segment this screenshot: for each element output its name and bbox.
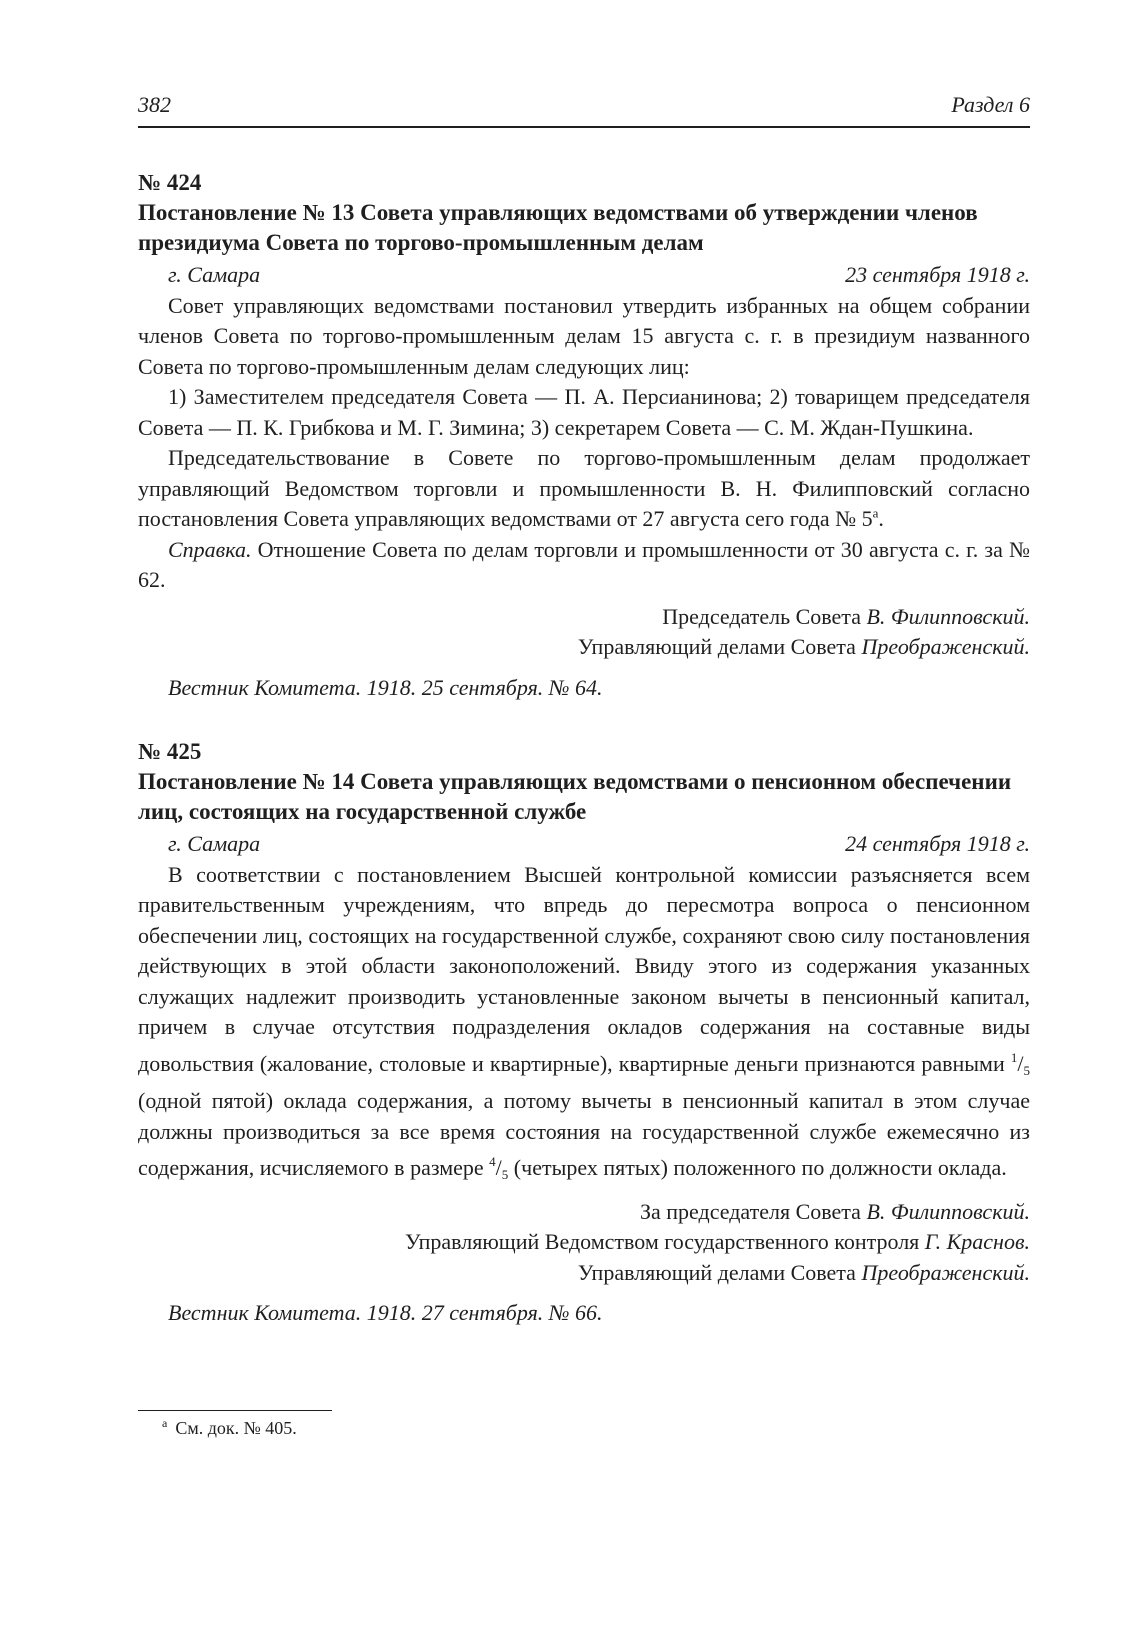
signature-line (138, 602, 1030, 633)
signature-name: Преображенский. (861, 634, 1030, 659)
paragraph-text: (четырех пятых) положенного по должности оклада. (508, 1155, 1007, 1180)
reference-text: Отношение Совета по делам торговли и промышленности от 30 августа с. г. за № 62. (138, 536, 1030, 592)
document-number: № 424 (138, 170, 202, 195)
page-number: 382 (138, 92, 171, 117)
reference-note (138, 535, 1030, 596)
paragraph-text: Председательствование в Совете по торгово-промышленным делам продолжает управляющий Ведомством торговли и промышленности В. Н. Филипповский согласно постановления Совета управляющих ведомствами от 27 августа сего года № 5 (138, 445, 1030, 531)
paragraph (138, 443, 1030, 535)
signature-line (138, 632, 1030, 663)
signature-name: В. Филипповский. (866, 603, 1030, 629)
paragraph-text: В соответствии с постановлением Высшей контрольной комиссии разъясняется всем правительственным учреждениям, что впредь до пересмотра вопроса о пенсионном обеспечении лиц, состоящих на государственной службе, сохраняют свою силу постановления действующих в этой области законоположений. Ввиду этого из содержания указанных служащих надлежит производить установленные законом вычеты в пенсионный капитал, причем в случае отсутствия подразделения окладов содержания на составные виды довольствия (жалование, столовые и квартирные), квартирные деньги признаются равными (138, 861, 1030, 1076)
fraction-four-fifths: $^4$/5 (489, 1154, 509, 1182)
reference-label: Справка. (168, 536, 252, 562)
signature-name: Г. Краснов. (924, 1229, 1030, 1254)
signatures (138, 602, 1030, 663)
signature-role: Председатель Совета (662, 603, 867, 629)
fraction-denominator: 5 (1023, 1062, 1030, 1078)
document-424 (138, 168, 1030, 703)
paragraph-text: (одной пятой) оклада содержания, а потому вычеты в пенсионный капитал в этом случае должны производиться за все время состояния на государственной службе ежемесячно из содержания, исчисляемого в размере (138, 1088, 1030, 1180)
section-title: Раздел 6 (951, 92, 1030, 117)
signature-role: Управляющий делами Совета (577, 1259, 862, 1285)
paragraph (138, 860, 1030, 1191)
document-title: Постановление № 13 Совета управляющих ведомствами об утверждении членов президиума Совета по торгово-промышленным делам (138, 200, 978, 255)
document-place: г. Самара (168, 831, 261, 856)
footnote (162, 1418, 297, 1439)
document-date: 24 сентября 1918 г. (845, 831, 1030, 856)
footnote-text: См. док. № 405. (175, 1418, 297, 1438)
paragraph: Совет управляющих ведомствами постановил утвердить избранных на общем собрании членов Совета по торгово-промышленным делам 15 августа с. г. в президиум названного Совета по торгово-промышленным делам следующих лиц: (138, 292, 1030, 379)
signature-role: Управляющий делами Совета (577, 634, 862, 659)
fraction-one-fifth: $^1$/5 (1010, 1049, 1030, 1078)
document-425 (138, 737, 1030, 1329)
place-date-line (138, 829, 1030, 860)
page-content (138, 168, 1030, 1329)
document-number: № 425 (138, 739, 202, 764)
paragraph-end: . (878, 506, 884, 531)
source-citation: Вестник Комитета. 1918. 25 сентября. № 64. (168, 674, 603, 700)
fraction-denominator: 5 (501, 1167, 509, 1182)
document-date: 23 сентября 1918 г. (845, 262, 1030, 287)
document-title: Постановление № 14 Совета управляющих ведомствами о пенсионном обеспечении лиц, состоящих на государственной службе (138, 769, 1012, 824)
fraction-numerator: 1 (1010, 1049, 1018, 1065)
signature-name: Преображенский. (861, 1259, 1030, 1285)
footnote-mark: а (162, 1416, 168, 1430)
signature-role: За председателя Совета (640, 1198, 867, 1224)
fraction-numerator: 4 (489, 1154, 496, 1169)
footnote-mark: а (872, 505, 879, 521)
signature-line (138, 1227, 1030, 1258)
signature-line (138, 1197, 1030, 1228)
signatures (138, 1197, 1030, 1289)
document-place: г. Самара (168, 262, 261, 287)
source-citation: Вестник Комитета. 1918. 27 сентября. № 66. (168, 1300, 603, 1325)
place-date-line (138, 260, 1030, 291)
signature-name: В. Филипповский. (866, 1198, 1030, 1224)
signature-role: Управляющий Ведомством государственного контроля (405, 1229, 925, 1254)
paragraph: 1) Заместителем председателя Совета — П. А. Персианинова; 2) товарищем председателя Совета — П. К. Грибкова и М. Г. Зимина; 3) секретарем Совета — С. М. Ждан-Пушкина. (138, 384, 1030, 440)
running-header (138, 86, 1030, 128)
footnote-divider (138, 1410, 332, 1411)
signature-line (138, 1258, 1030, 1289)
